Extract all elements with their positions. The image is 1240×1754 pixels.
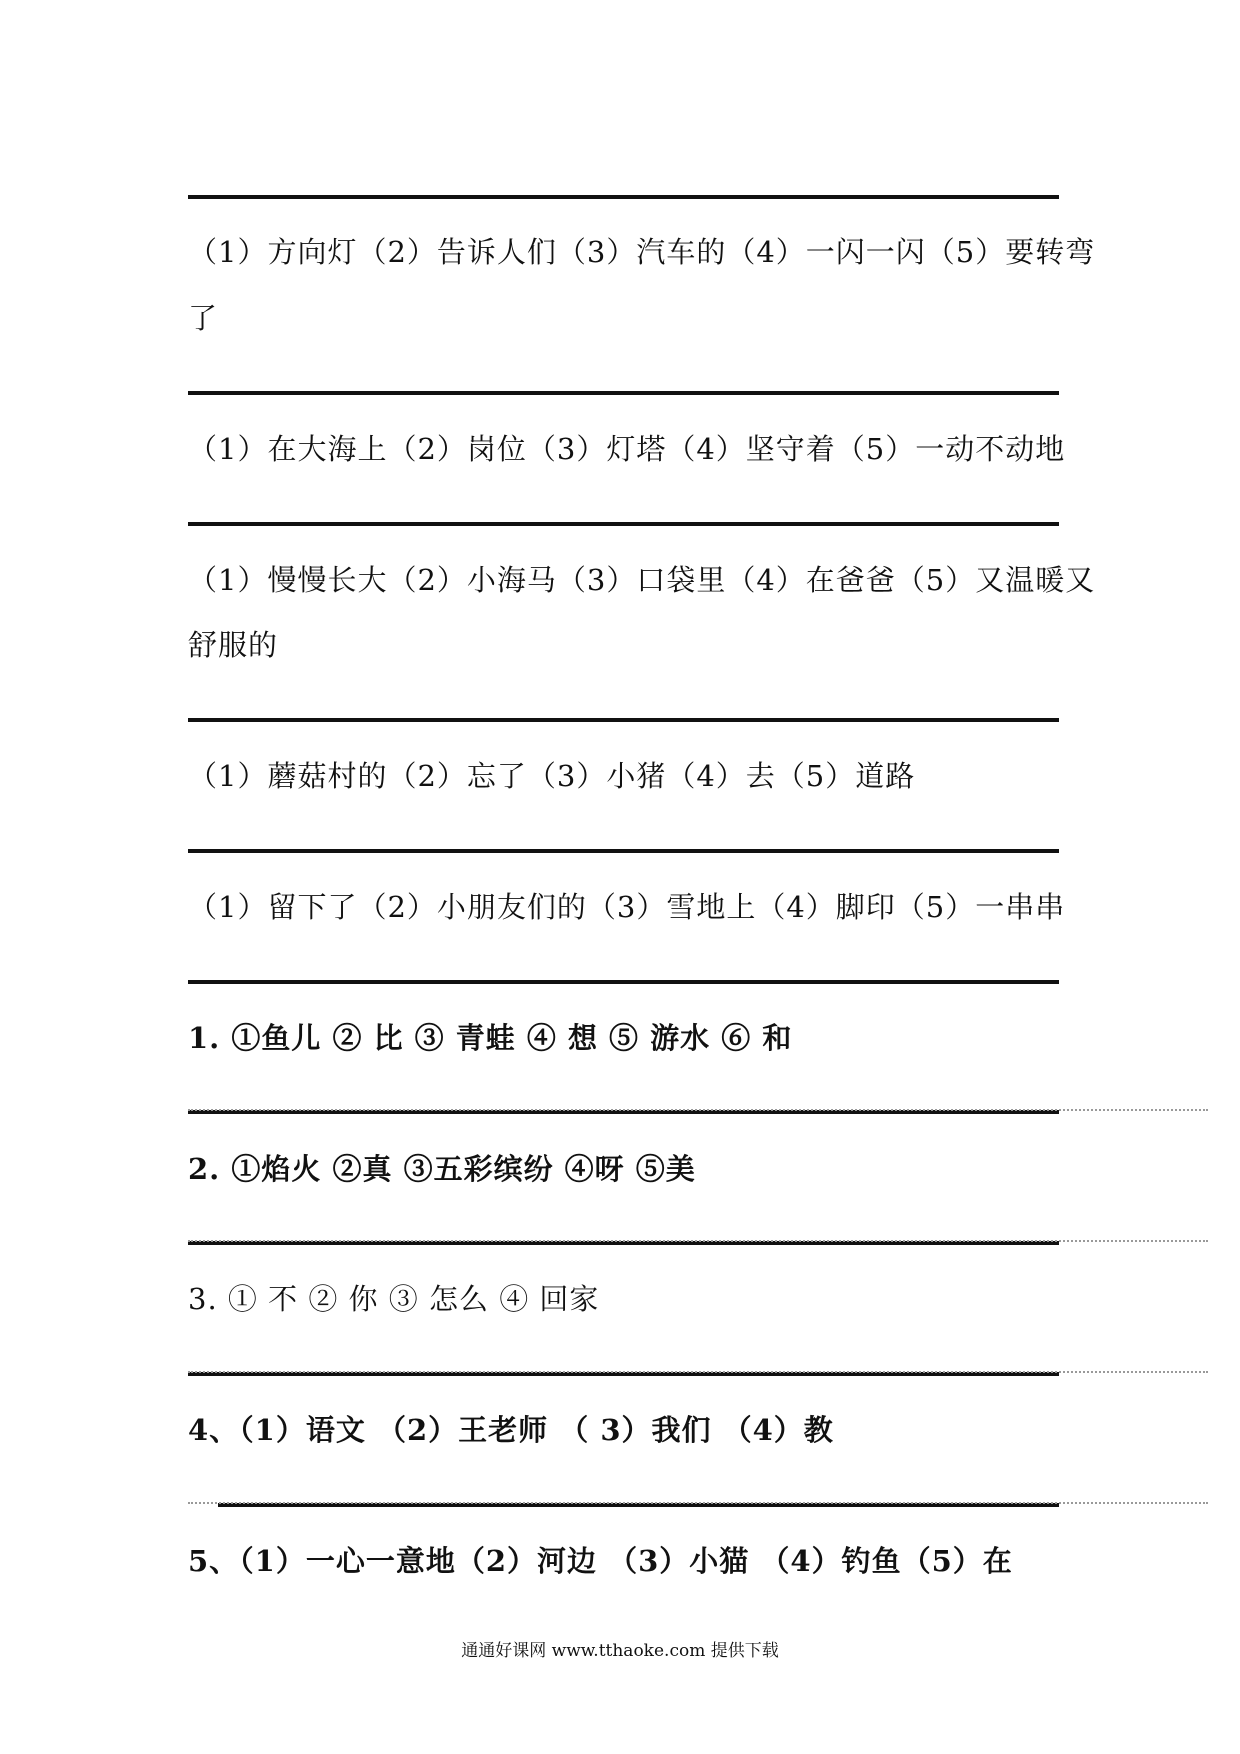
- answer-3-line1: （1）慢慢长大（2）小海马（3）口袋里（4）在爸爸（5）又温暖又: [188, 563, 1096, 597]
- answer-1-line2: 了: [188, 301, 219, 335]
- page-footer: 通通好课网 www.tthaoke.com 提供下载: [461, 1641, 779, 1661]
- numbered-4: 4、（1）语文 （2）王老师 （ 3）我们 （4）教: [188, 1413, 834, 1447]
- dotted-leader: [188, 1240, 1208, 1242]
- numbered-1: 1. ①鱼儿 ② 比 ③ 青蛙 ④ 想 ⑤ 游水 ⑥ 和: [188, 1021, 793, 1055]
- rule-line: [188, 718, 1059, 722]
- rule-line: [188, 195, 1059, 199]
- answer-3-line2: 舒服的: [188, 628, 279, 662]
- dotted-leader: [188, 1502, 1208, 1504]
- rule-line: [188, 849, 1059, 853]
- answer-5-line1: （1）留下了（2）小朋友们的（3）雪地上（4）脚印（5）一串串: [188, 890, 1066, 924]
- rule-line: [188, 980, 1059, 984]
- answer-2-line1: （1）在大海上（2）岗位（3）灯塔（4）坚守着（5）一动不动地: [188, 432, 1066, 466]
- dotted-leader: [188, 1371, 1208, 1373]
- answer-4-line1: （1）蘑菇村的（2）忘了（3）小猪（4）去（5）道路: [188, 759, 916, 793]
- numbered-3: 3. ① 不 ② 你 ③ 怎么 ④ 回家: [188, 1282, 600, 1316]
- rule-line: [188, 522, 1059, 526]
- numbered-5: 5、（1）一心一意地（2）河边 （3）小猫 （4）钓鱼（5）在: [188, 1544, 1013, 1578]
- answer-1-line1: （1）方向灯（2）告诉人们（3）汽车的（4）一闪一闪（5）要转弯: [188, 235, 1096, 269]
- dotted-leader: [188, 1109, 1208, 1111]
- numbered-2: 2. ①焰火 ②真 ③五彩缤纷 ④呀 ⑤美: [188, 1152, 696, 1186]
- rule-line: [188, 391, 1059, 395]
